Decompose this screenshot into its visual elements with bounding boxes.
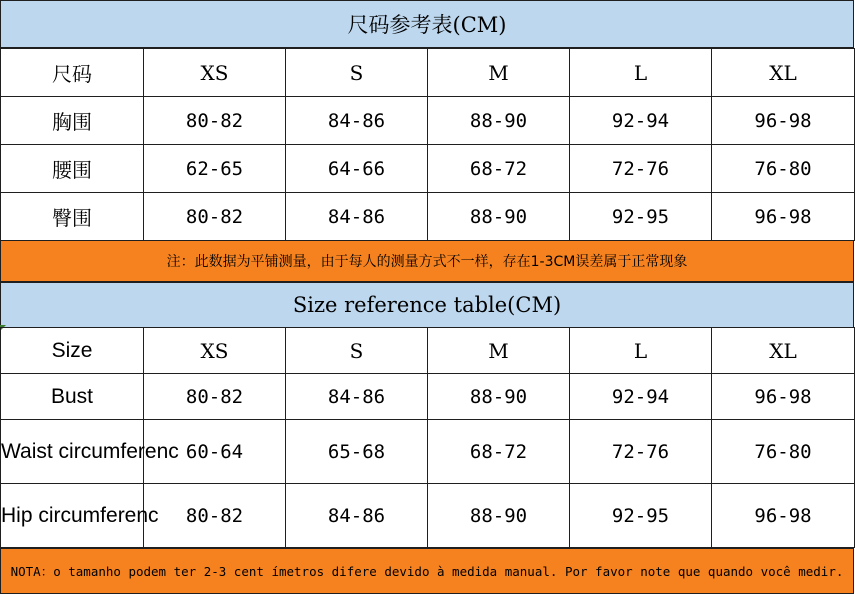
en-cell: 80-82 bbox=[144, 484, 286, 548]
en-row-label: Bust bbox=[1, 374, 144, 420]
en-row-bust bbox=[1, 374, 855, 420]
cn-cell: 72-76 bbox=[570, 145, 712, 193]
cn-header-m: M bbox=[428, 49, 570, 97]
en-cell: 92-95 bbox=[570, 484, 712, 548]
cn-header-s: S bbox=[286, 49, 428, 97]
cn-cell: 68-72 bbox=[428, 145, 570, 193]
cn-cell: 84-86 bbox=[286, 97, 428, 145]
en-header-xs: XS bbox=[144, 328, 286, 374]
en-row-hip bbox=[1, 484, 855, 548]
cn-cell: 80-82 bbox=[144, 97, 286, 145]
cn-cell: 76-80 bbox=[712, 145, 855, 193]
cn-size-table bbox=[0, 48, 855, 241]
en-cell: 96-98 bbox=[712, 374, 855, 420]
en-row-label: Hip circumferenc bbox=[1, 484, 144, 548]
en-header-l: L bbox=[570, 328, 712, 374]
cn-cell: 64-66 bbox=[286, 145, 428, 193]
cn-row-waist bbox=[1, 145, 855, 193]
cn-row-label: 臀围 bbox=[1, 193, 144, 241]
cn-cell: 88-90 bbox=[428, 193, 570, 241]
en-cell: 84-86 bbox=[286, 484, 428, 548]
en-header-row bbox=[1, 328, 855, 374]
en-cell: 88-90 bbox=[428, 374, 570, 420]
en-table-title bbox=[0, 282, 854, 328]
cn-row-bust bbox=[1, 97, 855, 145]
cn-cell: 62-65 bbox=[144, 145, 286, 193]
en-cell: 80-82 bbox=[144, 374, 286, 420]
en-header-m: M bbox=[428, 328, 570, 374]
cn-title-text: 尺码参考表(CM) bbox=[347, 13, 507, 37]
cn-cell: 92-94 bbox=[570, 97, 712, 145]
cn-header-xs: XS bbox=[144, 49, 286, 97]
cn-cell: 84-86 bbox=[286, 193, 428, 241]
en-cell: 84-86 bbox=[286, 374, 428, 420]
cn-row-label: 腰围 bbox=[1, 145, 144, 193]
en-cell: 60-64 bbox=[144, 420, 286, 484]
cn-note-bar bbox=[0, 240, 854, 282]
en-cell: 88-90 bbox=[428, 484, 570, 548]
cn-cell: 96-98 bbox=[712, 193, 855, 241]
cn-table-title bbox=[0, 0, 854, 48]
en-header-xl: XL bbox=[712, 328, 855, 374]
en-title-text: Size reference table(CM) bbox=[292, 293, 562, 317]
en-note-text: NOTA：o tamanho podem ter 2-3 cent ímetros difere devido à medida manual. Por favor note que quando você medir. bbox=[10, 563, 844, 579]
cn-cell: 80-82 bbox=[144, 193, 286, 241]
en-cell: 72-76 bbox=[570, 420, 712, 484]
cn-header-row bbox=[1, 49, 855, 97]
en-cell: 65-68 bbox=[286, 420, 428, 484]
en-cell: 96-98 bbox=[712, 484, 855, 548]
en-cell: 68-72 bbox=[428, 420, 570, 484]
en-header-label: Size bbox=[1, 328, 144, 374]
en-note-bar bbox=[0, 548, 854, 594]
en-cell: 76-80 bbox=[712, 420, 855, 484]
cn-cell: 88-90 bbox=[428, 97, 570, 145]
cn-row-label: 胸围 bbox=[1, 97, 144, 145]
cn-cell: 92-95 bbox=[570, 193, 712, 241]
cn-header-label: 尺码 bbox=[1, 49, 144, 97]
en-cell: 92-94 bbox=[570, 374, 712, 420]
en-row-label: Waist circumferenc bbox=[1, 420, 144, 484]
cn-note-text: 注：此数据为平铺测量，由于每人的测量方式不一样，存在1-3CM误差属于正常现象 bbox=[166, 254, 688, 270]
en-header-s: S bbox=[286, 328, 428, 374]
en-size-table bbox=[0, 327, 855, 548]
en-row-waist bbox=[1, 420, 855, 484]
cn-row-hip bbox=[1, 193, 855, 241]
cn-header-xl: XL bbox=[712, 49, 855, 97]
cn-cell: 96-98 bbox=[712, 97, 855, 145]
cn-header-l: L bbox=[570, 49, 712, 97]
